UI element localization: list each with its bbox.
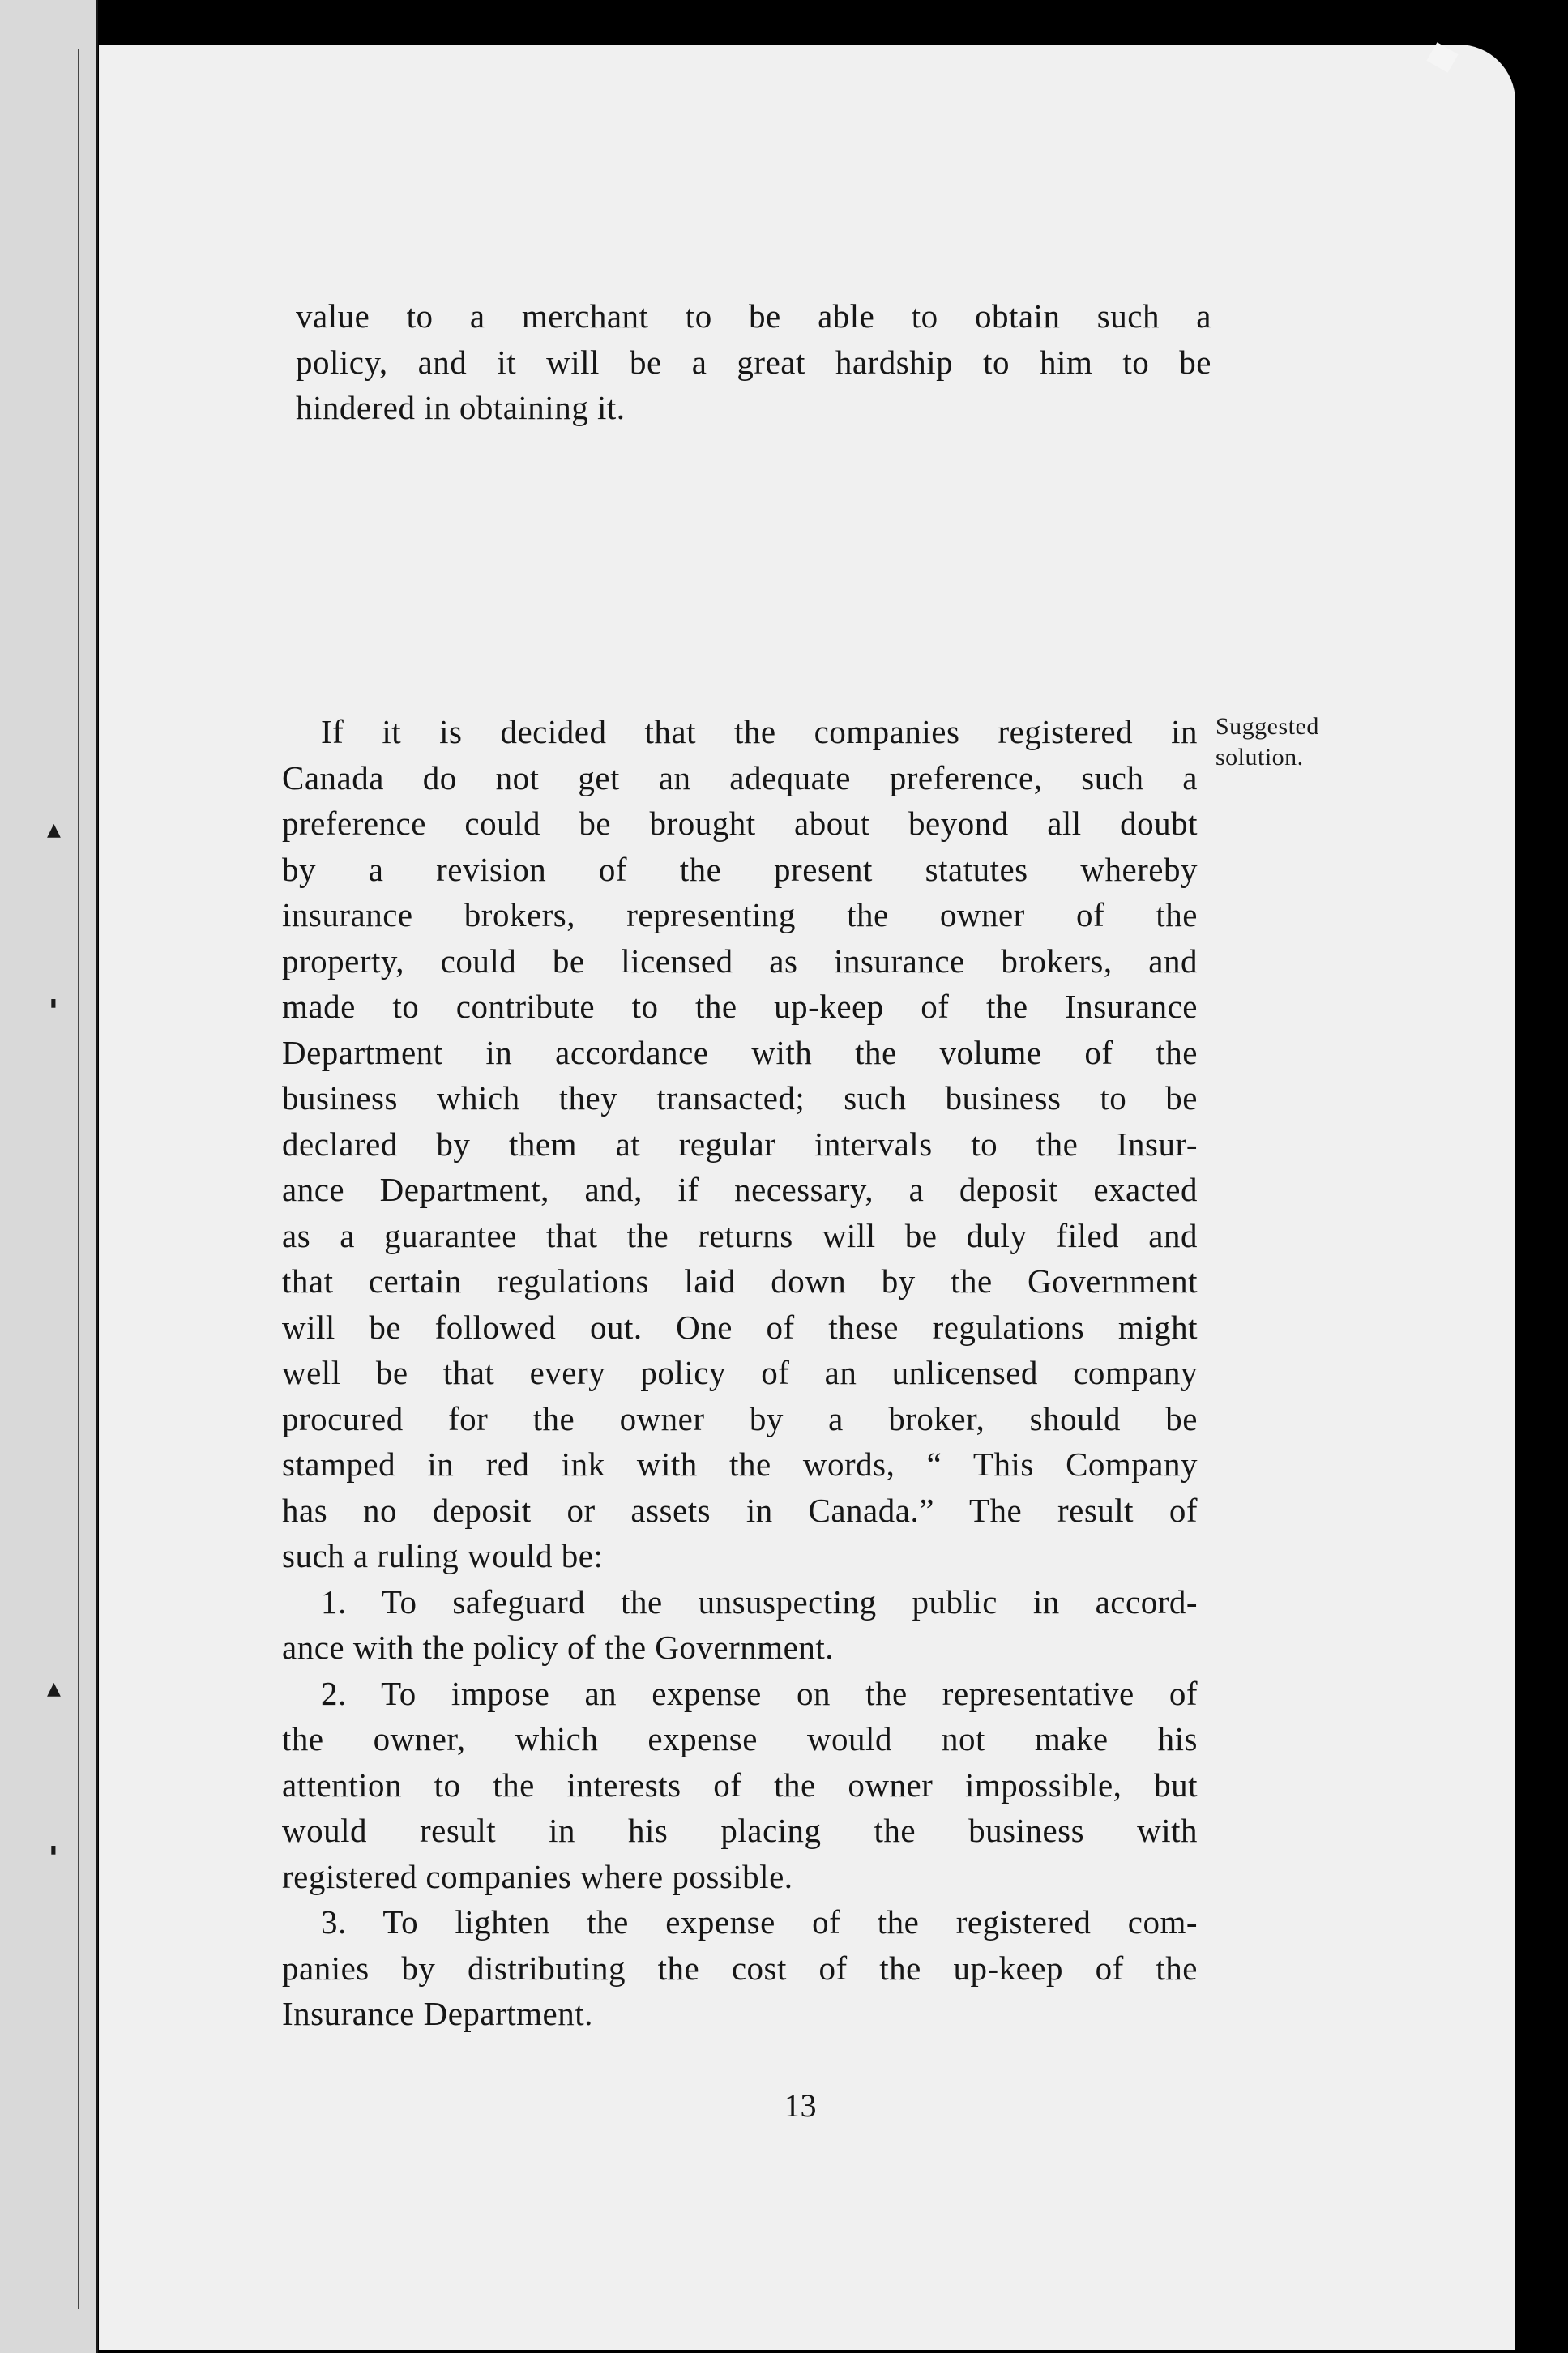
text-line: insurance brokers, representing the owner of the <box>282 896 1198 933</box>
list-item-2-line: the owner, which expense would not make his <box>282 1720 1198 1757</box>
page-number: 13 <box>784 2087 817 2124</box>
main-paragraph <box>282 709 1198 2037</box>
continuation-paragraph <box>296 293 1211 431</box>
list-item-2-line: would result in his placing the business with <box>282 1812 1198 1849</box>
text-line: property, could be licensed as insurance brokers, and <box>282 942 1198 980</box>
text-line: made to contribute to the up-keep of the Insurance <box>282 988 1198 1025</box>
margin-note <box>1216 711 1319 773</box>
text-line: by a revision of the present statutes whereby <box>282 850 1198 888</box>
margin-note-line: solution. <box>1216 744 1304 771</box>
text-line: Canada do not get an adequate preference, such a <box>282 758 1198 796</box>
text-line: will be followed out. One of these regulations might <box>282 1308 1198 1346</box>
text-line: policy, and it will be a great hardship to him to be <box>296 343 1211 381</box>
text-line: preference could be brought about beyond all doubt <box>282 805 1198 842</box>
list-item-3-line: panies by distributing the cost of the up-keep of the <box>282 1949 1198 1987</box>
list-item-1-line: ance with the policy of the Government. <box>282 1629 834 1666</box>
list-item-2-line: registered companies where possible. <box>282 1857 793 1895</box>
text-line: that certain regulations laid down by the Government <box>282 1262 1198 1300</box>
list-item-1-line: 1. To safeguard the unsuspecting public in accord- <box>321 1582 1198 1621</box>
list-item-3-line: 3. To lighten the expense of the registered com- <box>321 1903 1198 1941</box>
text-line: Department in accordance with the volume of the <box>282 1033 1198 1071</box>
list-item-2-line: 2. To impose an expense on the representative of <box>321 1674 1198 1712</box>
text-line: value to a merchant to be able to obtain such a <box>296 297 1211 335</box>
text-line: procured for the owner by a broker, should be <box>282 1399 1198 1437</box>
margin-mark: ▮ <box>50 1843 57 1856</box>
margin-note-line: Suggested <box>1216 713 1319 740</box>
margin-mark: ▮ <box>50 997 57 1010</box>
list-item-2-line: attention to the interests of the owner impossible, but <box>282 1766 1198 1804</box>
text-line: declared by them at regular intervals to the Insur- <box>282 1125 1198 1163</box>
text-line: business which they transacted; such business to be <box>282 1079 1198 1117</box>
text-line: has no deposit or assets in Canada.” The result of <box>282 1491 1198 1529</box>
list-item-3-line: Insurance Department. <box>282 1995 593 2032</box>
text-line: well be that every policy of an unlicensed company <box>282 1354 1198 1391</box>
text-line: hindered in obtaining it. <box>296 389 626 426</box>
text-line: ance Department, and, if necessary, a deposit exacted <box>282 1171 1198 1208</box>
text-line: as a guarantee that the returns will be duly filed and <box>282 1216 1198 1254</box>
margin-mark: ▲ <box>47 820 61 840</box>
text-line: stamped in red ink with the words, “ This Company <box>282 1446 1198 1483</box>
text-line: If it is decided that the companies registered in <box>321 713 1198 750</box>
binding-crease <box>78 49 79 2309</box>
facing-page-edge <box>0 0 98 2353</box>
text-line: such a ruling would be: <box>282 1537 604 1574</box>
margin-mark: ▲ <box>47 1679 61 1699</box>
